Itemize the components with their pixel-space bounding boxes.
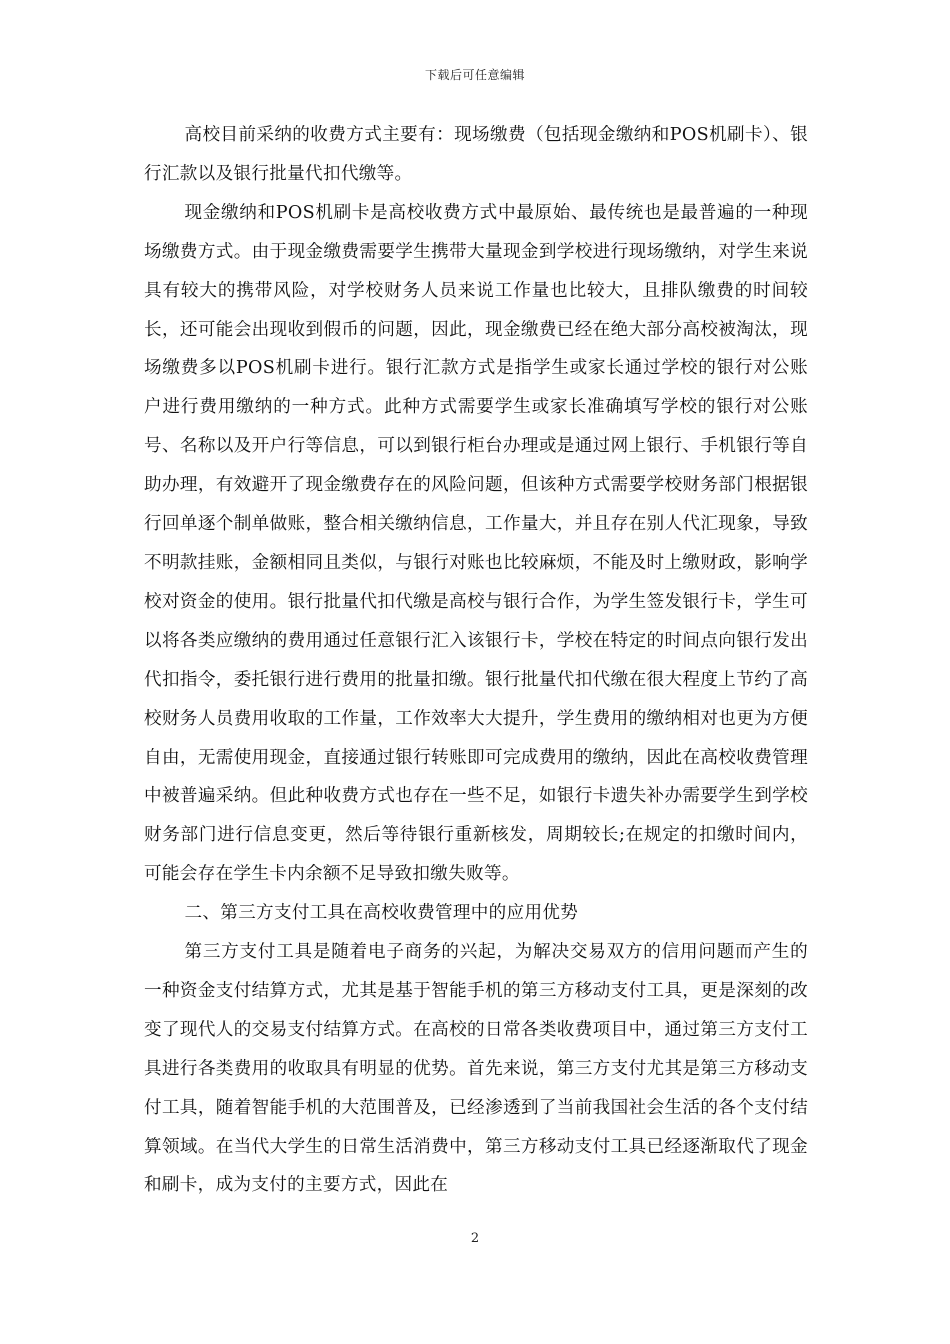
paragraph-third-party-payment: 第三方支付工具是随着电子商务的兴起，为解决交易双方的信用问题而产生的一种资金支付结算方式，尤其是基于智能手机的第三方移动支付工具，更是深刻的改变了现代人的交易支付结算方式。在高校的日常各类收费项目中，通过第三方支付工具进行各类费用的收取具有明显的优势。首先来说，第三方支付尤其是第三方移动支付工具，随着智能手机的大范围普及，已经渗透到了当前我国社会生活的各个支付结算领域。在当代大学生的日常生活消费中，第三方移动支付工具已经逐渐取代了现金和刷卡，成为支付的主要方式，因此在 [144,942,808,1196]
page-number: 2 [470,1231,480,1246]
paragraph-cash-pos-bank: 现金缴纳和POS机刷卡是高校收费方式中最原始、最传统也是最普遍的一种现场缴费方式。由于现金缴费需要学生携带大量现金到学校进行现场缴纳，对学生来说具有较大的携带风险，对学校财务人员来说工作量也比较大，且排队缴费的时间较长，还可能会出现收到假币的问题，因此，现金缴费已经在绝大部分高校被淘汰，现场缴费多以POS机刷卡进行。银行汇款方式是指学生或家长通过学校的银行对公账户进行费用缴纳的一种方式。此种方式需要学生或家长准确填写学校的银行对公账号、名称以及开户行等信息，可以到银行柜台办理或是通过网上银行、手机银行等自助办理，有效避开了现金缴费存在的风险问题，但该种方式需要学校财务部门根据银行回单逐个制单做账，整合相关缴纳信息，工作量大，并且存在别人代汇现象，导致不明款挂账，金额相同且类似，与银行对账也比较麻烦，不能及时上缴财政，影响学校对资金的使用。银行批量代扣代缴是高校与银行合作，为学生签发银行卡，学生可以将各类应缴纳的费用通过任意银行汇入该银行卡，学校在特定的时间点向银行发出代扣指令，委托银行进行费用的批量扣缴。银行批量代扣代缴在很大程度上节约了高校财务人员费用收取的工作量，工作效率大大提升，学生费用的缴纳相对也更为方便自由，无需使用现金，直接通过银行转账即可完成费用的缴纳，因此在高校收费管理中被普遍采纳。但此种收费方式也存在一些不足，如银行卡遗失补办需要学生到学校财务部门进行信息变更，然后等待银行重新核发，周期较长;在规定的扣缴时间内，可能会存在学生卡内余额不足导致扣缴失败等。 [144,202,808,885]
page-body [144,116,808,1205]
section-heading: 二、第三方支付工具在高校收费管理中的应用优势 [184,903,579,924]
paragraph-fee-methods: 高校目前采纳的收费方式主要有：现场缴费（包括现金缴纳和POS机刷卡）、银行汇款以及银行批量代扣代缴等。 [144,125,808,184]
page-header: 下载后可任意编辑 [424,68,525,82]
